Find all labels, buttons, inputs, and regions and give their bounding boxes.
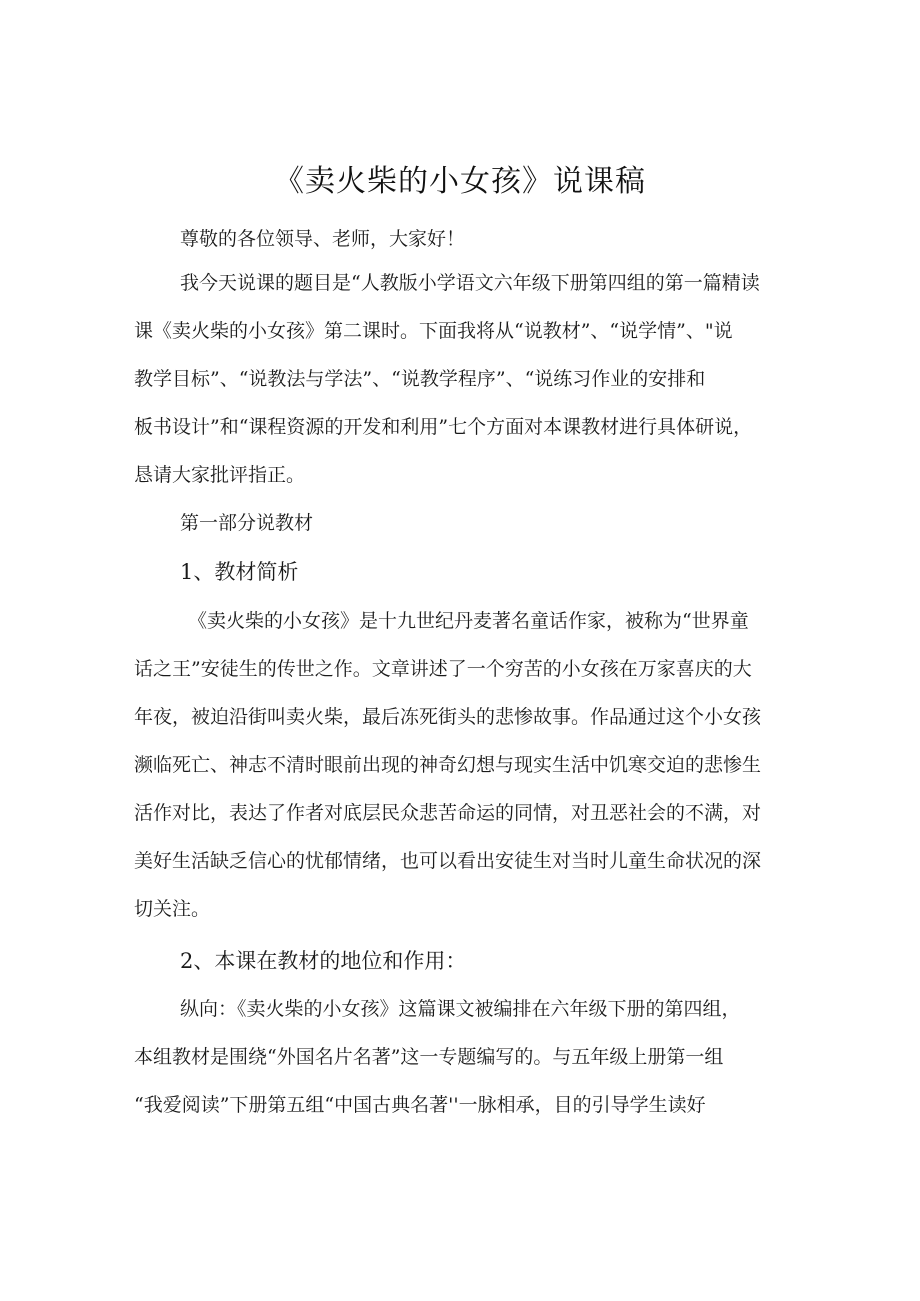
subsection-heading: 2、本课在教材的地位和作用： <box>180 949 467 973</box>
paragraph-line: 切关注。 <box>134 898 211 920</box>
paragraph-line: 本组教材是围绕“外国名片名著”这一专题编写的。与五年级上册第一组 <box>134 1046 724 1068</box>
paragraph-line: 年夜，被迫沿街叫卖火柴，最后冻死街头的悲惨故事。作品通过这个小女孩 <box>134 706 762 728</box>
subsection-heading: 1、教材简析 <box>180 560 299 584</box>
paragraph-line: 话之王”安徒生的传世之作。文章讲述了一个穷苦的小女孩在万家喜庆的大 <box>134 658 752 680</box>
paragraph-line: 板书设计”和“课程资源的开发和利用”七个方面对本课教材进行具体研说， <box>134 416 753 438</box>
paragraph-line: 我今天说课的题目是“人教版小学语文六年级下册第四组的第一篇精读 <box>180 272 760 294</box>
paragraph-line: “我爱阅读”下册第五组“中国古典名著''一脉相承，目的引导学生读好 <box>134 1094 706 1116</box>
paragraph-line: 课《卖火柴的小女孩》第二课时。下面我将从“说教材”、“说学情”、"说 <box>134 320 733 342</box>
document-title: 《卖火柴的小女孩》说课稿 <box>274 164 646 199</box>
paragraph-line: 《卖火柴的小女孩》是十九世纪丹麦著名童话作家，被称为“世界童 <box>188 610 749 632</box>
paragraph-line: 美好生活缺乏信心的忧郁情绪，也可以看出安徒生对当时儿童生命状况的深 <box>134 850 762 872</box>
paragraph-line: 濒临死亡、神志不清时眼前出现的神奇幻想与现实生活中饥寒交迫的悲惨生 <box>134 754 762 776</box>
paragraph-line: 教学目标”、“说教法与学法”、“说教学程序”、“说练习作业的安排和 <box>134 368 706 390</box>
section-heading: 第一部分说教材 <box>180 512 314 534</box>
greeting-line: 尊敬的各位领导、老师，大家好！ <box>180 228 466 250</box>
paragraph-line: 纵向：《卖火柴的小女孩》这篇课文被编排在六年级下册的第四组， <box>180 998 741 1020</box>
paragraph-line: 恳请大家批评指正。 <box>134 464 306 486</box>
paragraph-line: 活作对比，表达了作者对底层民众悲苦命运的同情，对丑恶社会的不满，对 <box>134 802 762 824</box>
